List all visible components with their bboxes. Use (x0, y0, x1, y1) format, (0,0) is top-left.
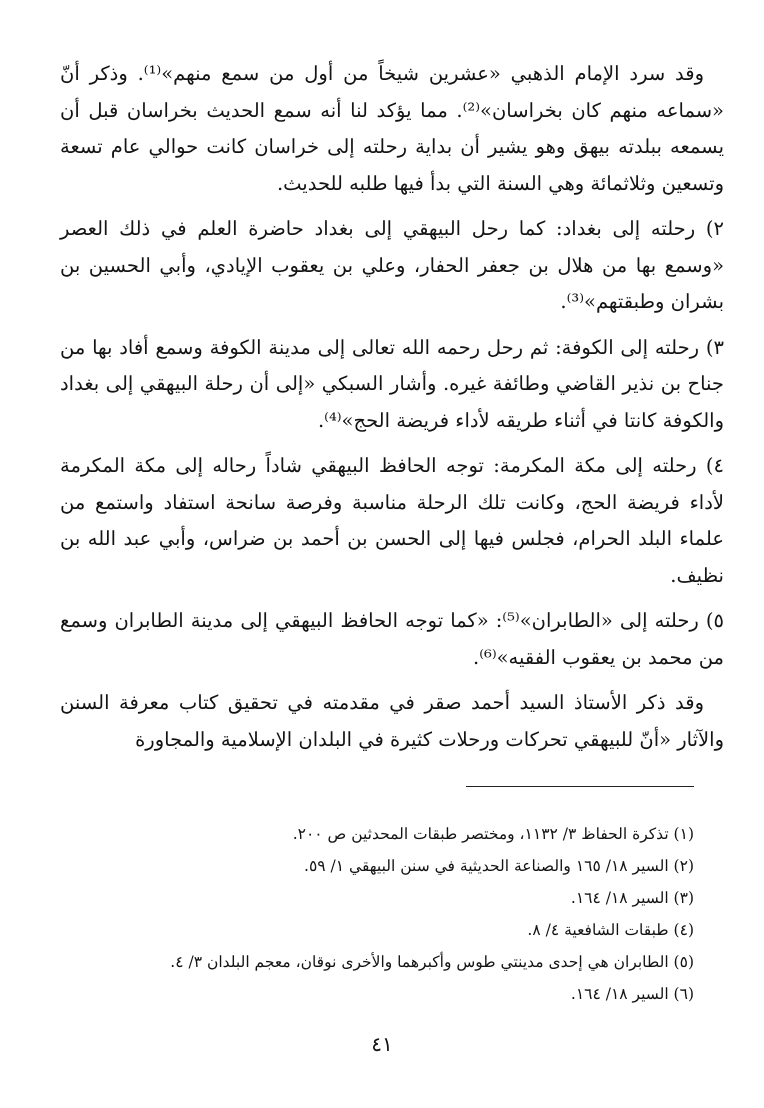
footnote-6: (٦) السير ١٨/ ١٦٤. (570, 985, 694, 1003)
footnote-3: (٣) السير ١٨/ ١٦٤. (570, 889, 694, 907)
paragraph-tabaran: ٥) رحلته إلى «الطابران»⁽⁵⁾: «كما توجه الحافظ البيهقي إلى مدينة الطابران وسمع من محمد بن يعقوب الفقيه»⁽⁶⁾. (60, 609, 725, 669)
paragraph-intro: وقد سرد الإمام الذهبي «عشرين شيخاً من أول من سمع منهم»⁽¹⁾. وذكر أنّ «سماعه منهم كان بخراسان»⁽²⁾. مما يؤكد لنا أنه سمع الحديث بخراسان قبل أن يسمعه ببلدته بيهق وهو يشير أن بداية رحلته إلى خراسان كانت حوالي عام تسعة وتسعين وثلاثمائة وهي السنة التي بدأ فيها طلبه للحديث. (60, 62, 724, 195)
footnote-2: (٢) السير ١٨/ ١٦٥ والصناعة الحديثية في سنن البيهقي ١/ ٥٩. (304, 857, 694, 875)
footnote-4: (٤) طبقات الشافعية ٤/ ٨. (527, 921, 694, 939)
paragraph-kufa: ٣) رحلته إلى الكوفة: ثم رحل رحمه الله تعالى إلى مدينة الكوفة وسمع أفاد بها من جناح بن نذير القاضي وطائفة غيره. وأشار السبكي «إلى أن رحلة البيهقي إلى بغداد والكوفة كانتا في أثناء طريقه لأداء فريضة الحج»⁽⁴⁾. (60, 335, 724, 432)
page-number: ٤١ (371, 1032, 393, 1056)
paragraph-makkah: ٤) رحلته إلى مكة المكرمة: توجه الحافظ البيهقي شاداً رحاله إلى مكة المكرمة لأداء فريضة الحج، وكانت تلك الرحلة مناسبة وفرصة سانحة استفاد واستمع من علماء البلد الحرام، فجلس فيها إلى الحسن بن أحمد بن ضراس، وأبي عبد الله بن نظيف. (60, 454, 724, 587)
body-text (60, 56, 724, 767)
footnote-separator (466, 786, 694, 787)
footnotes (54, 818, 694, 1010)
paragraph-sakr: وقد ذكر الأستاذ السيد أحمد صقر في مقدمته في تحقيق كتاب معرفة السنن والآثار «أنّ للبيهقي تحركات ورحلات كثيرة في البلدان الإسلامية والمجاورة (60, 691, 724, 751)
footnote-5: (٥) الطابران هي إحدى مدينتي طوس وأكبرهما والأخرى نوقان، معجم البلدان ٣/ ٤. (170, 953, 694, 971)
footnote-1: (١) تذكرة الحفاظ ٣/ ١١٣٢، ومختصر طبقات المحدثين ص ٢٠٠. (292, 825, 694, 843)
paragraph-baghdad: ٢) رحلته إلى بغداد: كما رحل البيهقي إلى بغداد حاضرة العلم في ذلك العصر «وسمع بها من هلال بن جعفر الحفار، وعلي بن يعقوب الإيادي، وأبي الحسين بن بشران وطبقتهم»⁽³⁾. (60, 217, 724, 313)
